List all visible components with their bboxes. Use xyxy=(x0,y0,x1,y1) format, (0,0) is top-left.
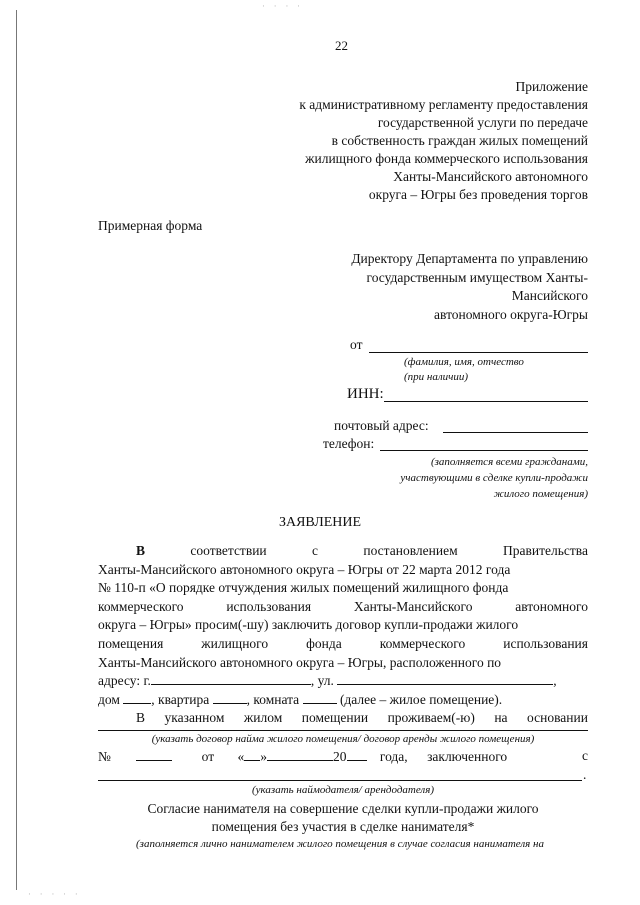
consent-title xyxy=(98,800,588,836)
contract-field[interactable] xyxy=(98,730,588,731)
landlord-period: . xyxy=(583,767,587,782)
body-line: округа – Югры» просим(-шу) заключить договор купли-продажи жилого xyxy=(98,617,519,633)
statement-title: ЗАЯВЛЕНИЕ xyxy=(278,515,362,530)
body-line: № 110-п «О порядке отчуждения жилых помещений жилищного фонда xyxy=(98,580,509,596)
body-word: соответствии xyxy=(190,543,267,558)
scan-margin-line xyxy=(16,10,17,890)
consent-hint: (заполняется лично нанимателем жилого помещения в случае согласия нанимателя на xyxy=(136,838,544,850)
applicant-hint-line: (заполняется всеми гражданами, xyxy=(430,456,588,468)
body-line xyxy=(98,709,588,728)
addressee-line: Мансийского xyxy=(511,288,588,303)
addressee-line: Директору Департамента по управлению xyxy=(351,251,588,266)
body-word: помещения xyxy=(98,635,164,651)
body-line xyxy=(98,635,588,654)
name-hint: (фамилия, имя, отчество xyxy=(404,356,524,368)
concluded-word: заключенного xyxy=(427,749,508,764)
city-field[interactable] xyxy=(151,672,311,685)
appendix-line: Ханты-Мансийского автономного xyxy=(393,169,588,184)
body-word: с xyxy=(312,543,319,558)
with-word: с xyxy=(582,748,588,763)
house-label: дом xyxy=(98,691,120,707)
contract-hint: (указать договор найма жилого помещения/ договор аренды жилого помещения) xyxy=(151,733,535,745)
body-word: на xyxy=(494,710,508,726)
contract-number-line xyxy=(98,748,588,765)
street-field[interactable] xyxy=(337,672,553,685)
body-word: использования xyxy=(226,598,312,614)
appendix-line: государственной услуги по передаче xyxy=(377,115,588,130)
body-word: помещении xyxy=(301,710,369,726)
body-word: основании xyxy=(527,710,588,726)
premises-note: (далее – жилое помещение). xyxy=(339,691,503,707)
contract-number-field[interactable] xyxy=(136,748,172,761)
addressee-block xyxy=(351,250,588,324)
appendix-block xyxy=(299,78,588,204)
year-word: года, xyxy=(379,749,408,764)
appendix-line: жилищного фонда коммерческого использования xyxy=(305,151,588,166)
body-word: В xyxy=(136,710,146,726)
name-hint-cont: (при наличии) xyxy=(404,371,469,383)
applicant-hint xyxy=(400,454,588,502)
landlord-hint: (указать наймодателя/ арендодателя) xyxy=(251,784,435,796)
body-word: проживаем(-ю) xyxy=(387,710,475,726)
body-word: Правительства xyxy=(502,543,588,558)
apartment-label: , квартира xyxy=(151,691,210,707)
sample-form-label: Примерная форма xyxy=(98,218,203,233)
appendix-line: округа – Югры без проведения торгов xyxy=(368,187,588,202)
phone-label: телефон: xyxy=(323,436,375,451)
body-word: постановлением xyxy=(363,543,458,558)
body-line xyxy=(98,598,588,617)
postal-address-field[interactable] xyxy=(443,432,588,433)
inn-label: ИНН: xyxy=(347,386,384,402)
month-field[interactable] xyxy=(267,748,333,761)
appendix-line: к административному регламенту предоставления xyxy=(299,97,588,112)
quote-close: » xyxy=(260,749,267,764)
appendix-line: Приложение xyxy=(515,79,588,94)
day-field[interactable] xyxy=(244,748,260,761)
consent-title-line: помещения без участия в сделке нанимателя* xyxy=(211,819,475,834)
body-word: Ханты-Мансийского xyxy=(353,598,473,614)
quote-open: « xyxy=(237,749,245,764)
from-label: от xyxy=(350,337,363,352)
from-word: от xyxy=(201,749,215,764)
scan-noise-top: · · · · xyxy=(262,2,304,12)
statement-body xyxy=(98,542,588,728)
body-line: Ханты-Мансийского автономного округа – Югры, расположенного по xyxy=(98,654,502,670)
year-field[interactable] xyxy=(347,748,367,761)
appendix-line: в собственность граждан жилых помещений xyxy=(331,133,588,148)
consent-title-line: Согласие нанимателя на совершение сделки купли-продажи жилого xyxy=(147,801,539,816)
street-label: , ул. xyxy=(310,673,334,689)
addressee-line: автономного округа-Югры xyxy=(434,306,588,322)
phone-field[interactable] xyxy=(380,450,588,451)
body-line xyxy=(98,542,588,561)
applicant-name-field[interactable] xyxy=(369,352,588,353)
body-word: использования xyxy=(503,635,588,651)
address-line: адресу: г. , ул. , xyxy=(98,673,557,689)
scan-noise-bottom: · · · · · xyxy=(28,890,81,900)
no-label: № xyxy=(98,749,111,764)
applicant-hint-line: жилого помещения) xyxy=(493,488,588,500)
body-word: указанном xyxy=(164,710,225,726)
body-word: В xyxy=(136,543,146,558)
inn-field[interactable] xyxy=(384,401,588,402)
body-word: жилом xyxy=(243,710,283,726)
postal-label: почтовый адрес: xyxy=(334,418,429,433)
room-label: , комната xyxy=(246,691,300,707)
apartment-field[interactable] xyxy=(213,691,247,704)
house-line xyxy=(98,691,588,710)
body-word: коммерческого xyxy=(98,598,184,614)
applicant-hint-line: участвующими в сделке купли-продажи xyxy=(400,472,588,484)
body-word: коммерческого xyxy=(379,635,466,651)
body-word: фонда xyxy=(306,635,342,651)
page-number: 22 xyxy=(335,38,348,53)
room-field[interactable] xyxy=(303,691,337,704)
addressee-line: государственным имуществом Ханты- xyxy=(366,269,588,285)
landlord-field[interactable] xyxy=(98,780,582,781)
year-prefix: 20 xyxy=(333,749,347,764)
body-word: жилищного xyxy=(201,635,269,651)
body-word: автономного xyxy=(515,598,588,614)
house-field[interactable] xyxy=(123,691,151,704)
address-prefix: адресу: г. xyxy=(98,673,151,689)
body-line: Ханты-Мансийского автономного округа – Югры от 22 марта 2012 года xyxy=(98,561,511,577)
